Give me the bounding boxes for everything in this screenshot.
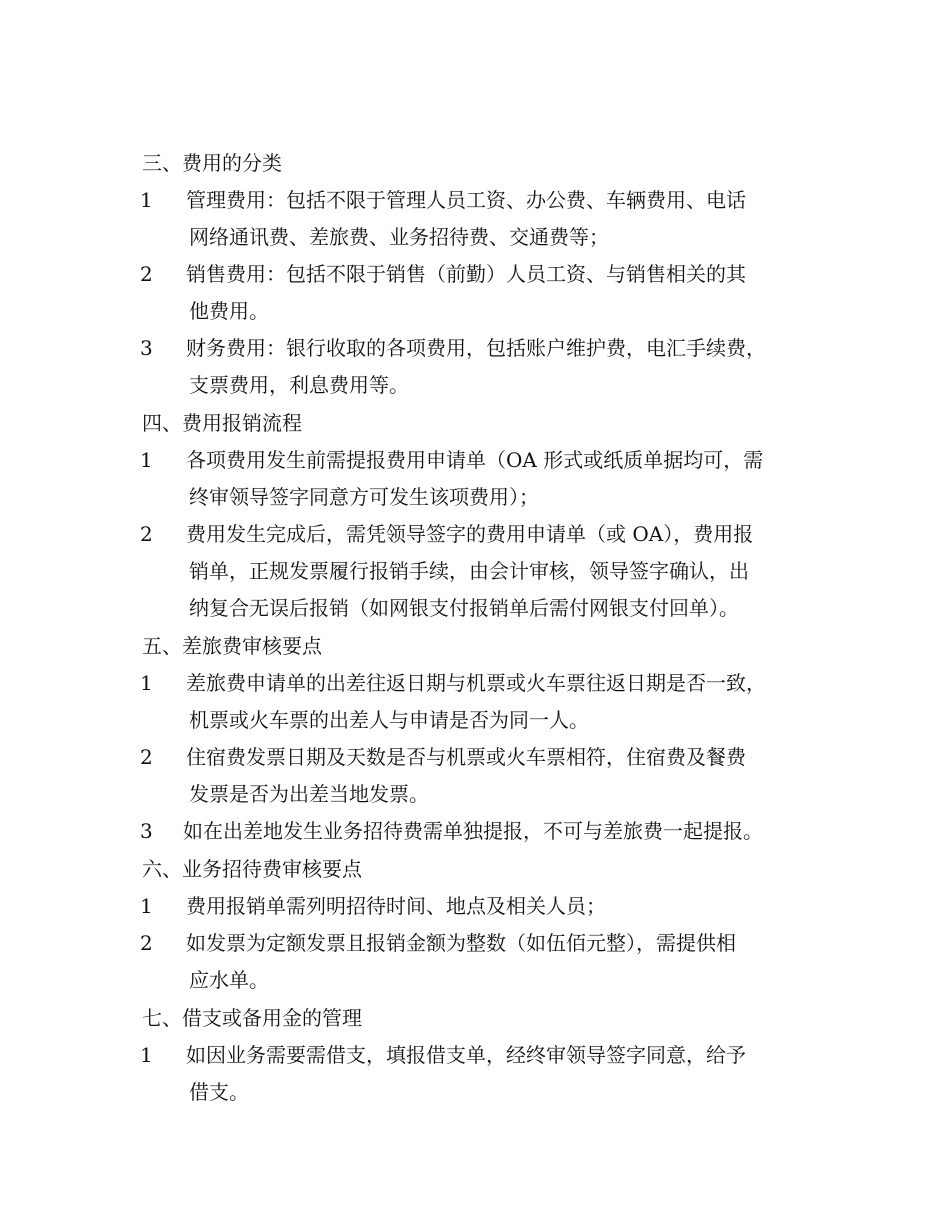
item-text-line: 发票是否为出差当地发票。 [189,782,429,806]
list-item [140,739,840,813]
item-number: 3 [140,819,153,843]
item-text-line: 住宿费发票日期及天数是否与机票或火车票相符，住宿费及餐费 [186,745,746,769]
section-heading: 五、差旅费审核要点 [142,634,322,658]
item-number: 1 [140,894,153,918]
item-number: 1 [140,448,153,472]
list-item [140,813,840,850]
item-text-line: 终审领导签字同意方可发生该项费用）； [189,485,539,509]
item-text-line: 应水单。 [189,968,269,992]
item-number: 1 [140,188,153,212]
item-text-line: 费用报销单需列明招待时间、地点及相关人员； [186,894,606,918]
item-text-line: 如在出差地发生业务招待费需单独提报，不可与差旅费一起提报。 [183,819,763,843]
list-item [140,256,840,330]
item-text-line: 他费用。 [189,299,269,323]
item-number: 1 [140,671,153,695]
item-text-line: 差旅费申请单的出差往返日期与机票或火车票往返日期是否一致， [186,671,766,695]
item-text-line: 如发票为定额发票且报销金额为整数（如伍佰元整），需提供相 [186,931,736,955]
section-heading: 三、费用的分类 [142,151,282,175]
item-number: 1 [140,1043,153,1067]
item-number: 2 [140,745,153,769]
list-item [140,665,840,739]
item-text-line: 网络通讯费、差旅费、业务招待费、交通费等； [189,225,609,249]
list-item [140,925,840,999]
section-heading: 四、费用报销流程 [142,411,302,435]
item-text-line: 财务费用：银行收取的各项费用，包括账户维护费，电汇手续费， [186,336,766,360]
item-text-line: 销单，正规发票履行报销手续，由会计审核，领导签字确认，出 [189,559,749,583]
item-text-line: 各项费用发生前需提报费用申请单（OA 形式或纸质单据均可，需 [186,448,764,472]
item-text-line: 销售费用：包括不限于销售（前勤）人员工资、与销售相关的其 [186,262,746,286]
item-text-line: 支票费用，利息费用等。 [189,373,409,397]
section-heading: 七、借支或备用金的管理 [142,1006,362,1030]
item-text-line: 机票或火车票的出差人与申请是否为同一人。 [189,708,589,732]
item-number: 3 [140,336,153,360]
list-item [140,442,840,516]
item-number: 2 [140,522,153,546]
item-text-line: 纳复合无误后报销（如网银支付报销单后需付网银支付回单）。 [189,596,739,620]
item-number: 2 [140,262,153,286]
list-item [140,516,840,627]
list-item [140,182,840,256]
item-text-line: 借支。 [189,1080,249,1104]
section-heading: 六、业务招待费审核要点 [142,857,362,881]
list-item [140,330,840,404]
item-text-line: 费用发生完成后，需凭领导签字的费用申请单（或 OA），费用报 [186,522,754,546]
list-item [140,1037,840,1111]
item-text-line: 管理费用：包括不限于管理人员工资、办公费、车辆费用、电话 [186,188,746,212]
item-number: 2 [140,931,153,955]
item-text-line: 如因业务需要需借支，填报借支单，经终审领导签字同意，给予 [186,1043,746,1067]
list-item [140,888,840,925]
